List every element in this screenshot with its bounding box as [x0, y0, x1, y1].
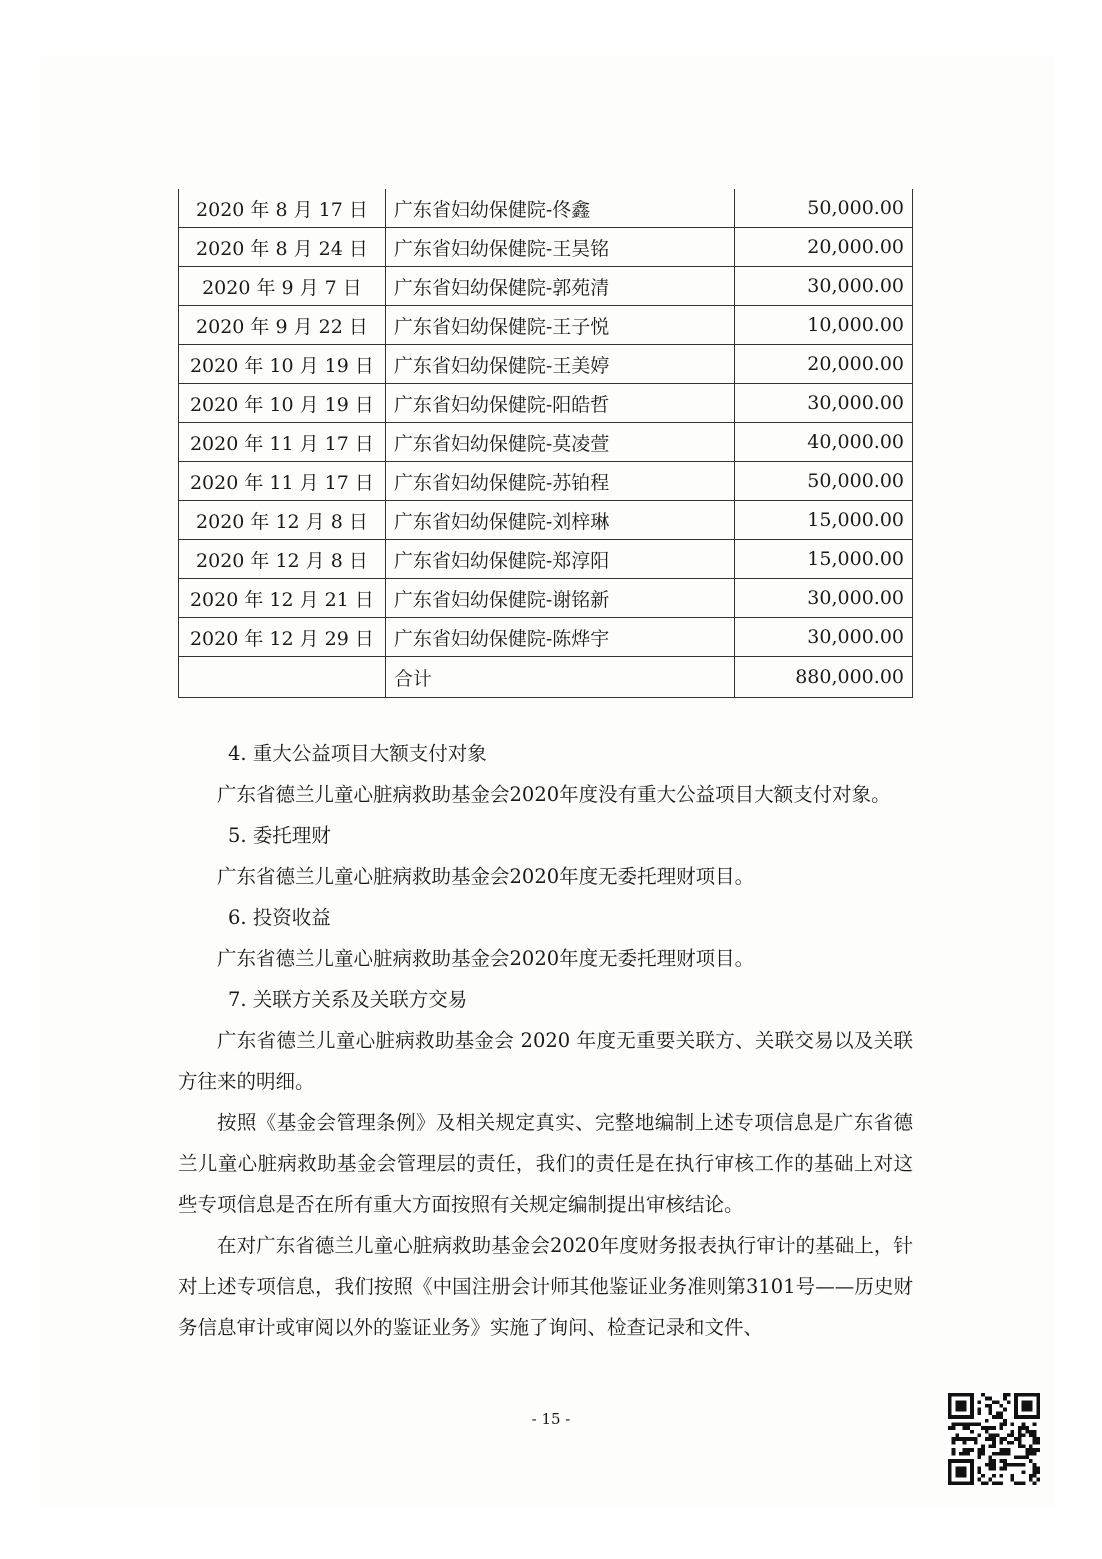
- payment-date: 2020 年 11 月 17 日: [179, 462, 386, 501]
- payment-amount: 30,000.00: [735, 267, 913, 306]
- payment-amount: 15,000.00: [735, 501, 913, 540]
- section-5-body: 广东省德兰儿童心脏病救助基金会2020年度无委托理财项目。: [217, 865, 755, 888]
- recipient-name: 广东省妇幼保健院-陈烨宇: [385, 618, 734, 657]
- table-row: [179, 189, 913, 228]
- table-row: [179, 462, 913, 501]
- section-7-heading: 7. 关联方关系及关联方交易: [228, 988, 468, 1011]
- recipient-name: 广东省妇幼保健院-刘梓琳: [385, 501, 734, 540]
- section-6-body: 广东省德兰儿童心脏病救助基金会2020年度无委托理财项目。: [217, 947, 755, 970]
- table-row: [179, 384, 913, 423]
- recipient-name: 广东省妇幼保健院-郑淳阳: [385, 540, 734, 579]
- recipient-name: 广东省妇幼保健院-苏铂程: [385, 462, 734, 501]
- recipient-name: 广东省妇幼保健院-谢铭新: [385, 579, 734, 618]
- table-row: [179, 579, 913, 618]
- payment-date: 2020 年 9 月 7 日: [179, 267, 386, 306]
- recipient-name: 广东省妇幼保健院-郭苑清: [385, 267, 734, 306]
- responsibility-paragraph: 按照《基金会管理条例》及相关规定真实、完整地编制上述专项信息是广东省德兰儿童心脏病救助基金会管理层的责任，我们的责任是在执行审核工作的基础上对这些专项信息是否在所有重大方面按照有关规定编制提出审核结论。: [178, 1111, 913, 1216]
- recipient-name: 广东省妇幼保健院-王子悦: [385, 306, 734, 345]
- payment-amount: 15,000.00: [735, 540, 913, 579]
- payment-amount: 30,000.00: [735, 618, 913, 657]
- page-number: - 15 -: [531, 1410, 571, 1428]
- payment-date: 2020 年 12 月 21 日: [179, 579, 386, 618]
- recipient-name: 广东省妇幼保健院-佟鑫: [385, 189, 734, 228]
- payment-date: 2020 年 10 月 19 日: [179, 345, 386, 384]
- table-row: [179, 306, 913, 345]
- payment-table-body: [179, 189, 913, 698]
- section-4-heading: 4. 重大公益项目大额支付对象: [228, 742, 487, 765]
- payment-date: 2020 年 9 月 22 日: [179, 306, 386, 345]
- payment-amount: 50,000.00: [735, 462, 913, 501]
- table-row: [179, 423, 913, 462]
- recipient-name: 广东省妇幼保健院-王昊铭: [385, 228, 734, 267]
- payment-date: 2020 年 12 月 8 日: [179, 501, 386, 540]
- total-empty-cell: [179, 657, 386, 698]
- payment-amount: 20,000.00: [735, 345, 913, 384]
- document-body: [178, 733, 913, 1348]
- recipient-name: 广东省妇幼保健院-阳皓哲: [385, 384, 734, 423]
- payment-table: [178, 189, 913, 698]
- payment-date: 2020 年 8 月 17 日: [179, 189, 386, 228]
- payment-date: 2020 年 11 月 17 日: [179, 423, 386, 462]
- table-row: [179, 540, 913, 579]
- section-6-heading: 6. 投资收益: [228, 906, 331, 929]
- payment-date: 2020 年 10 月 19 日: [179, 384, 386, 423]
- procedures-paragraph: 在对广东省德兰儿童心脏病救助基金会2020年度财务报表执行审计的基础上，针对上述专项信息，我们按照《中国注册会计师其他鉴证业务准则第3101号——历史财务信息审计或审阅以外的鉴证业务》实施了询问、检查记录和文件、: [178, 1234, 913, 1339]
- payment-amount: 40,000.00: [735, 423, 913, 462]
- recipient-name: 广东省妇幼保健院-莫凌萱: [385, 423, 734, 462]
- table-row: [179, 618, 913, 657]
- payment-date: 2020 年 12 月 8 日: [179, 540, 386, 579]
- section-4-body: 广东省德兰儿童心脏病救助基金会2020年度没有重大公益项目大额支付对象。: [217, 783, 891, 806]
- payment-amount: 30,000.00: [735, 384, 913, 423]
- section-5-heading: 5. 委托理财: [228, 824, 331, 847]
- section-7-body: 广东省德兰儿童心脏病救助基金会 2020 年度无重要关联方、关联交易以及关联方往来的明细。: [178, 1029, 913, 1093]
- payment-date: 2020 年 8 月 24 日: [179, 228, 386, 267]
- table-row: [179, 345, 913, 384]
- payment-amount: 20,000.00: [735, 228, 913, 267]
- total-row: [179, 657, 913, 698]
- payment-amount: 30,000.00: [735, 579, 913, 618]
- table-row: [179, 267, 913, 306]
- recipient-name: 广东省妇幼保健院-王美婷: [385, 345, 734, 384]
- payment-amount: 50,000.00: [735, 189, 913, 228]
- verification-qr-code-icon: [948, 1393, 1040, 1485]
- total-amount: 880,000.00: [735, 657, 913, 698]
- table-row: [179, 501, 913, 540]
- table-row: [179, 228, 913, 267]
- total-label: 合计: [385, 657, 734, 698]
- payment-date: 2020 年 12 月 29 日: [179, 618, 386, 657]
- payment-amount: 10,000.00: [735, 306, 913, 345]
